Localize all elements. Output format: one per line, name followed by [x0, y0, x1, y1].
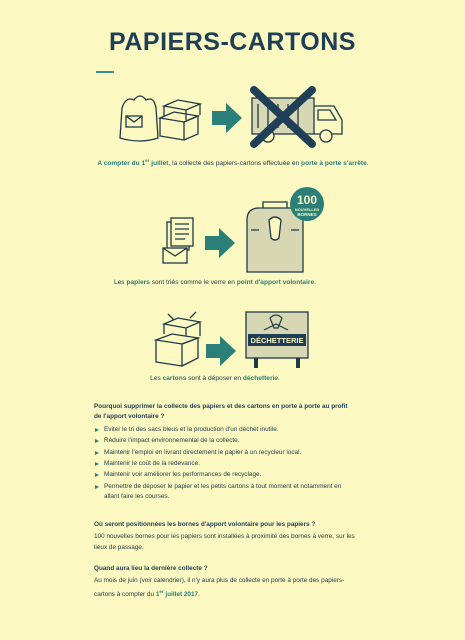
- faq-when-question: Quand aura lieu la dernière collecte ?: [94, 565, 208, 572]
- faq-why-bullets: [94, 425, 356, 503]
- faq-where-question: Où seront positionnées les bornes d'apport volontaire pour les papiers ?: [94, 521, 316, 528]
- list-item: Maintenir voir améliorer les performances de recyclage.: [94, 470, 356, 480]
- arrow-right-icon: [206, 336, 236, 366]
- list-item: Eviter le tri des sacs bleus et la production d'un déchet inutile.: [94, 425, 356, 435]
- step1-caption: A compter du 1er juillet, la collecte des papiers-cartons effectuée en porte à porte s'arrête.: [97, 158, 369, 168]
- step2-caption: Les papiers sont triés comme le verre en point d'apport volontaire.: [113, 279, 317, 286]
- badge-line2: BORNES: [297, 212, 317, 217]
- arrow-right-icon: [205, 228, 235, 258]
- list-item: Permettre de déposer le papier et les petits cartons à tout moment et notamment en allant faire les courses.: [94, 482, 356, 503]
- faq-why-question: Pourquoi supprimer la collecte des papiers et des cartons en porte à porte au profit de l'apport volontaire ?: [94, 403, 348, 421]
- list-item: Maintenir l'emploi en livrant directement le papier à un recycleur local.: [94, 448, 356, 458]
- faq-where-section: [94, 520, 356, 553]
- dechetterie-sign-icon: [246, 312, 308, 368]
- cardboard-boxes-icon: [156, 312, 200, 366]
- step3-caption: Les cartons sont à déposer en déchetterie.: [150, 375, 280, 382]
- step2-illustration: [155, 186, 335, 278]
- list-item: Réduire l'impact environnemental de la collecte.: [94, 436, 356, 446]
- faq-when-section: [94, 564, 356, 600]
- list-item: Maintenir le coût de la redevance.: [94, 459, 356, 469]
- cardboard-box-icon: [160, 100, 200, 140]
- step1-illustration: [112, 86, 352, 148]
- step3-illustration: [150, 306, 320, 372]
- faq-where-answer: 100 nouvelles bornes pour les papiers sont installées à proximité des bornes à verre, sur les lieux de passage.: [94, 533, 355, 551]
- badge-100-icon: [290, 187, 324, 221]
- page-title: PAPIERS-CARTONS: [109, 28, 356, 56]
- arrow-right-icon: [212, 103, 242, 133]
- badge-number: 100: [296, 193, 318, 207]
- badge-line1: NOUVELLES: [294, 207, 320, 212]
- faq-when-answer: Au mois de juin (voir calendrier), il n'y aura plus de collecte en porte à porte des papiers-cartons à compter du 1er juillet 2017.: [94, 577, 345, 598]
- trash-bag-icon: [120, 96, 158, 141]
- title-underline: [96, 71, 114, 73]
- dechetterie-sign-text: DÉCHETTERIE: [250, 336, 304, 345]
- documents-icon: [163, 218, 193, 263]
- faq-why-section: [94, 402, 356, 504]
